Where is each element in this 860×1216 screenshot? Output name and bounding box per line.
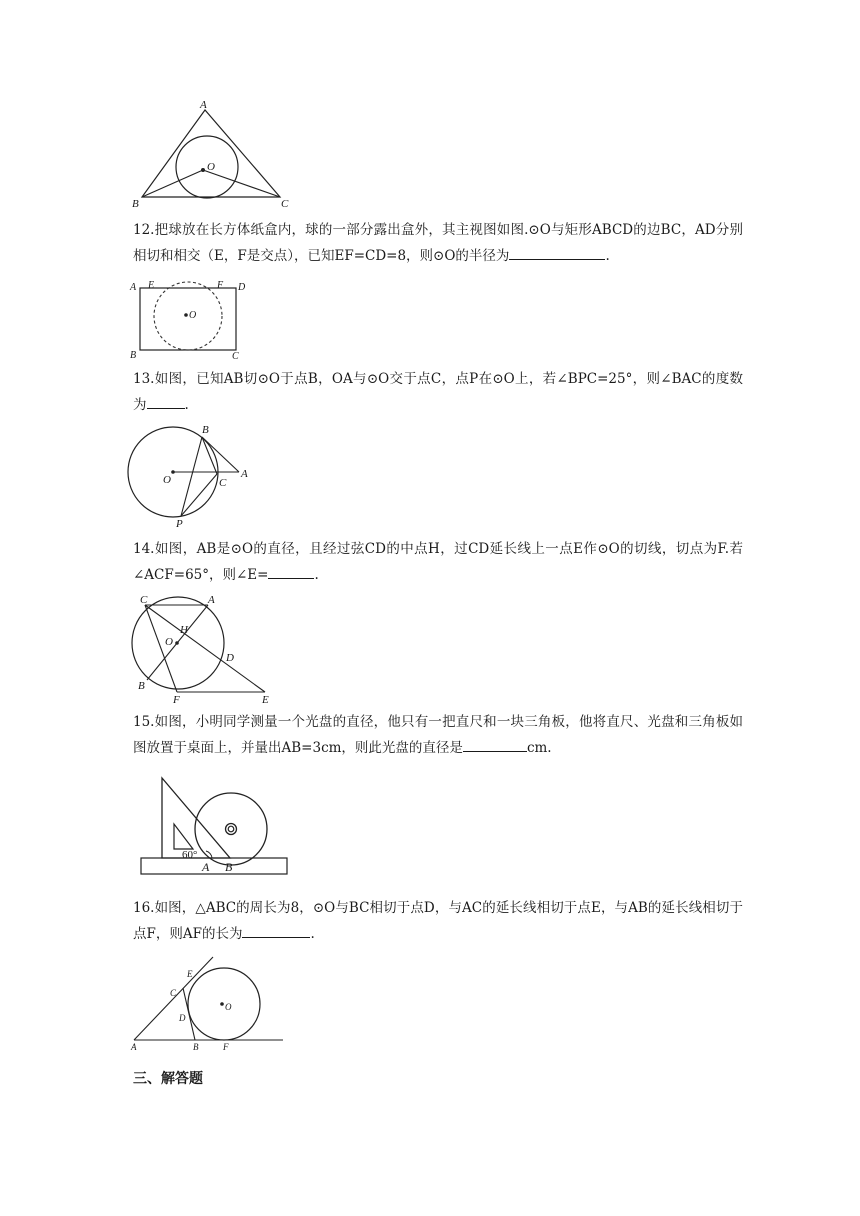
rectangle-abcd: [140, 288, 236, 350]
question-15-end: cm.: [526, 740, 552, 756]
center-point-o: [220, 1002, 224, 1006]
label-f: F: [223, 1042, 229, 1052]
line-ce: [145, 605, 265, 692]
label-f: F: [173, 694, 180, 706]
label-b: B: [225, 860, 233, 874]
answer-blank-15[interactable]: [463, 737, 527, 752]
label-e: E: [187, 969, 193, 979]
question-14-text: 14.如图，AB是⊙O的直径，且经过弦CD的中点H，过CD延长线上一点E作⊙O的切线，切点为F.若∠ACF=65°，则∠E=: [133, 541, 743, 583]
label-angle: 60°: [182, 849, 198, 861]
label-b: B: [202, 424, 209, 436]
ball-circle-o: [154, 282, 222, 350]
label-d: D: [179, 1013, 186, 1023]
question-16-end: .: [310, 926, 315, 942]
question-16-text: 16.如图，△ABC的周长为8，⊙O与BC相切于点D，与AC的延长线相切于点E，与AB的延长线相切于点F，则AF的长为: [133, 900, 743, 942]
figure-q13: [125, 423, 255, 528]
line-ae: [134, 957, 213, 1040]
answer-blank-12[interactable]: [509, 245, 605, 260]
set-square: [162, 778, 230, 858]
label-o: O: [163, 474, 171, 486]
excircle-o: [188, 968, 260, 1040]
answer-blank-14[interactable]: [268, 564, 314, 579]
label-a: A: [208, 594, 215, 606]
question-13-end: .: [184, 397, 189, 413]
disc-hole-outer: [226, 824, 237, 835]
label-d: D: [238, 282, 246, 293]
figure-q15: [140, 772, 290, 877]
question-16: [133, 895, 743, 947]
question-13-text: 13.如图，已知AB切⊙O于点B，OA与⊙O交于点C，点P在⊙O上，若∠BPC=25°，则∠BAC的度数为: [133, 371, 743, 413]
tangent-ab: [202, 437, 239, 472]
label-b: B: [132, 198, 139, 210]
question-12-end: .: [605, 248, 610, 264]
disc-hole-inner: [228, 826, 234, 832]
label-a: A: [131, 1042, 137, 1052]
label-o: O: [225, 1002, 232, 1012]
label-c: C: [219, 477, 227, 489]
center-point-o: [201, 168, 205, 172]
label-c: C: [232, 351, 239, 362]
label-o: O: [189, 310, 197, 321]
figure-q16: [128, 955, 288, 1055]
question-14-end: .: [314, 567, 319, 583]
label-c: C: [170, 988, 177, 998]
figure-q14: [128, 593, 278, 705]
center-point-o: [175, 641, 179, 645]
section-heading: 三、解答题: [133, 1071, 203, 1087]
label-e: E: [148, 280, 155, 291]
label-b: B: [193, 1042, 199, 1052]
center-point-o: [184, 313, 188, 317]
label-o: O: [207, 161, 215, 173]
label-h: H: [180, 624, 188, 636]
label-e: E: [262, 694, 269, 706]
answer-blank-13[interactable]: [147, 394, 185, 409]
label-d: D: [226, 652, 234, 664]
figure-q11: [130, 100, 290, 210]
question-15-text: 15.如图，小明同学测量一个光盘的直径，他只有一把直尺和一块三角板，他将直尺、光盘和三角板如图放置于桌面上，并量出AB=3cm，则此光盘的直径是: [133, 714, 743, 756]
label-f: F: [217, 280, 224, 291]
triangle-abc: [142, 110, 280, 197]
question-14: [133, 536, 743, 588]
label-c: C: [281, 198, 289, 210]
label-p: P: [176, 518, 183, 530]
set-square-inner: [174, 824, 193, 849]
label-a: A: [202, 860, 210, 874]
question-13: [133, 366, 743, 418]
question-15: [133, 709, 743, 761]
center-point-o: [171, 470, 175, 474]
label-a: A: [241, 468, 248, 480]
label-b: B: [130, 350, 137, 361]
label-a: A: [130, 282, 137, 293]
label-b: B: [138, 680, 145, 692]
question-12: [133, 217, 743, 269]
label-c: C: [140, 594, 148, 606]
figure-q12: [128, 280, 253, 362]
question-12-text: 12.把球放在长方体纸盒内，球的一部分露出盒外，其主视图如图.⊙O与矩形ABCD的边BC，AD分别相切和相交（E，F是交点），已知EF=CD=8，则⊙O的半径为: [133, 222, 743, 264]
label-o: O: [165, 636, 173, 648]
answer-blank-16[interactable]: [242, 923, 310, 938]
label-a: A: [200, 99, 207, 111]
